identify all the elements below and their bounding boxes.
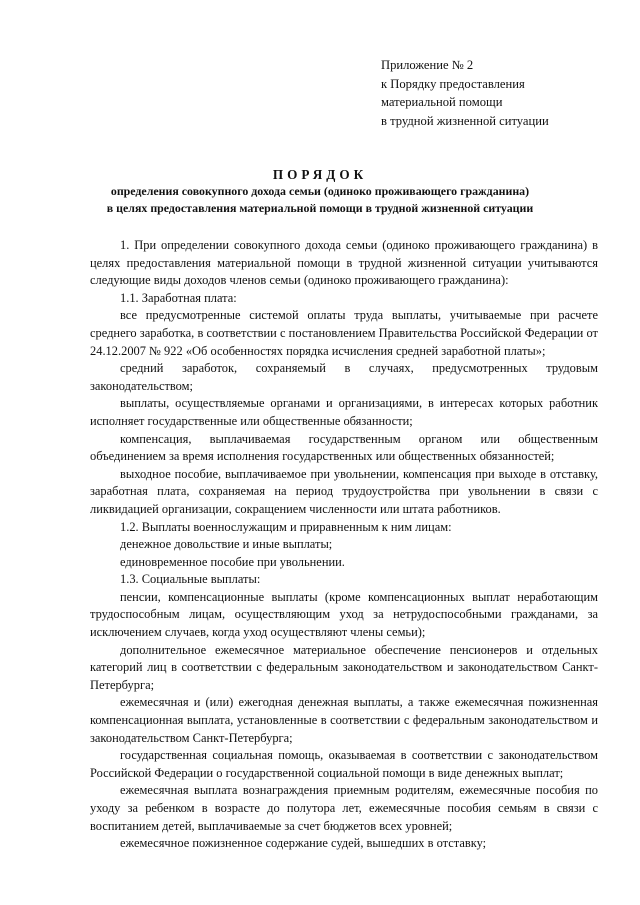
- document-title: ПОРЯДОК: [272, 167, 368, 182]
- subtitle-line: в целях предоставления материальной помощи в трудной жизненной ситуации: [106, 201, 534, 215]
- appendix-line: в трудной жизненной ситуации: [381, 113, 549, 128]
- document-body: [90, 237, 598, 853]
- paragraph: компенсация, выплачиваемая государственным органом или общественным объединением за время исполнения государственных или общественных обязанностей;: [90, 431, 598, 464]
- paragraph: дополнительное ежемесячное материальное обеспечение пенсионеров и отдельных категорий лиц в соответствии с федеральным законодательством и законодательством Санкт-Петербурга;: [90, 642, 598, 692]
- paragraph: выплаты, осуществляемые органами и организациями, в интересах которых работник исполняет государственные или общественные обязанности;: [90, 396, 598, 428]
- appendix-line: материальной помощи: [381, 95, 503, 109]
- paragraph: выходное пособие, выплачиваемое при увольнении, компенсация при выходе в отставку, заработная плата, сохраняемая на период трудоустройства при увольнении в связи с ликвидацией организации, сокращением численности или штата работников.: [90, 466, 598, 516]
- paragraph: 1.2. Выплаты военнослужащим и приравненным к ним лицам:: [120, 519, 452, 534]
- paragraph: пенсии, компенсационные выплаты (кроме компенсационных выплат неработающим трудоспособным лицам, осуществляющим уход за нетрудоспособными гражданами, за исключением случаев, когда уход осуществляют члены семьи);: [90, 589, 598, 640]
- paragraph: государственная социальная помощь, оказываемая в соответствии с законодательством Российской Федерации о государственной социальной помощи в виде денежных выплат;: [90, 748, 598, 780]
- appendix-line: к Порядку предоставления: [381, 76, 525, 91]
- paragraph: единовременное пособие при увольнении.: [120, 554, 345, 569]
- document-subtitle: [60, 183, 580, 217]
- paragraph: все предусмотренные системой оплаты труда выплаты, учитываемые при расчете среднего заработка, в соответствии с постановлением Правительства Российской Федерации от 24.12.2007 № 922 «Об особенностях порядка исчисления средней заработной платы»;: [90, 308, 598, 358]
- paragraph: ежемесячная выплата вознаграждения приемным родителям, ежемесячные пособия по уходу за ребенком в возрасте до полутора лет, ежемесячные пособия семьям в связи с воспитанием детей, выплачиваемые за счет бюджетов всех уровней;: [90, 783, 598, 833]
- appendix-line: Приложение № 2: [381, 58, 474, 72]
- paragraph: ежемесячное пожизненное содержание судей, вышедших в отставку;: [120, 836, 487, 851]
- appendix-note: [381, 56, 549, 130]
- paragraph: средний заработок, сохраняемый в случаях, предусмотренных трудовым законодательством;: [90, 361, 598, 393]
- paragraph: 1.1. Заработная плата:: [120, 290, 237, 305]
- paragraph: 1. При определении совокупного дохода семьи (одиноко проживающего гражданина) в целях предоставления материальной помощи в трудной жизненной ситуации учитываются следующие виды доходов членов семьи (одиноко проживающего гражданина):: [90, 238, 598, 288]
- paragraph: ежемесячная и (или) ежегодная денежная выплаты, а также ежемесячная пожизненная компенсационная выплата, установленные в соответствии с федеральным законодательством и законодательством Санкт-Петербурга;: [90, 695, 598, 745]
- subtitle-line: определения совокупного дохода семьи (одиноко проживающего гражданина): [110, 184, 530, 198]
- paragraph: денежное довольствие и иные выплаты;: [120, 537, 333, 552]
- paragraph: 1.3. Социальные выплаты:: [120, 572, 261, 587]
